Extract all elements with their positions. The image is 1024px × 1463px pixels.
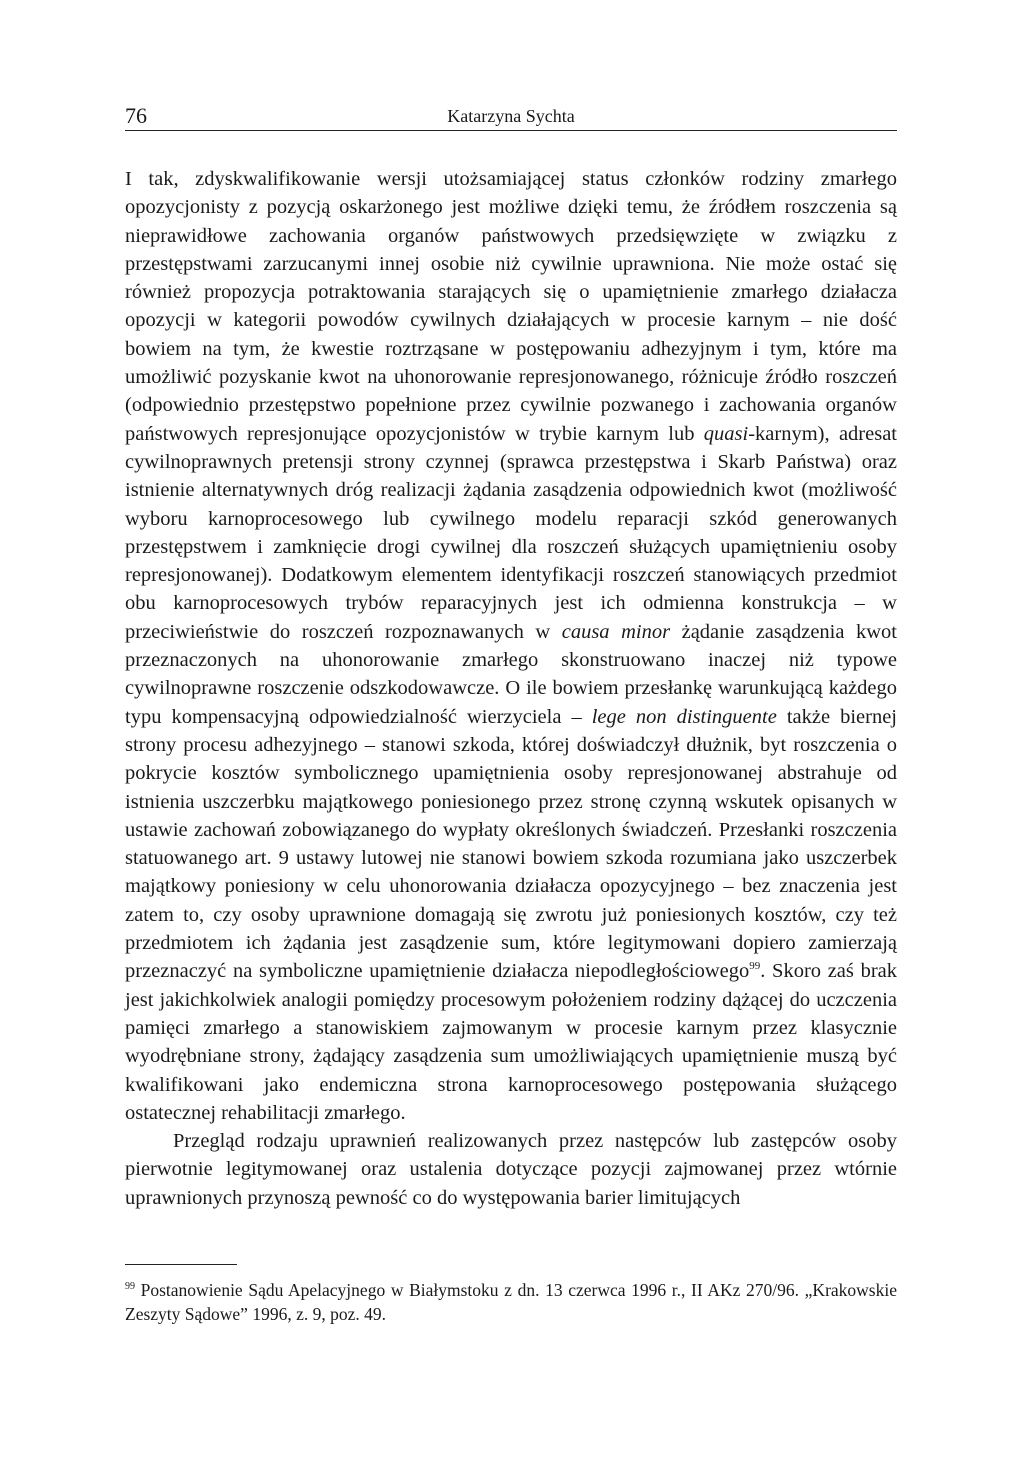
italic-term-quasi: quasi <box>703 422 749 445</box>
paragraph-1-text-b: -karnym), adresat cywilnoprawnych pretensji strony czynnej (sprawca przestępstwa i Skarb Państwa) oraz istnienie alternatywnych dróg realizacji żądania zasądzenia odpowiednich kwot (możliwość wyboru karnoprocesowego lub cywilnego modelu reparacji szkód generowanych przestępstwem i zamknięcie drogi cywilnej dla roszczeń służących upamiętnieniu osoby represjonowanej). Dodatkowym elementem identyfikacji roszczeń stanowiących przedmiot obu karnoprocesowych trybów reparacyjnych jest ich odmienna konstrukcja – w przeciwieństwie do roszczeń rozpoznawanych w <box>125 422 897 643</box>
footnote-reference[interactable]: 99 <box>749 960 761 973</box>
italic-term-lege-non-distinguente: lege non distinguente <box>591 705 777 728</box>
paragraph-1 <box>125 165 897 1127</box>
footnote <box>125 1278 897 1326</box>
footnote-text: Postanowienie Sądu Apelacyjnego w Białymstoku z dn. 13 czerwca 1996 r., II AKz 270/96. „Krakowskie Zeszyty Sądowe” 1996, z. 9, poz. 49. <box>125 1280 897 1324</box>
footnote-separator <box>125 1264 237 1265</box>
page-header <box>125 100 897 131</box>
italic-term-causa-minor: causa minor <box>561 620 671 643</box>
footnote-number: 99 <box>125 1281 135 1293</box>
running-head-author: Katarzyna Sychta <box>447 106 575 126</box>
page-number: 76 <box>125 103 147 128</box>
paragraph-1-text-e: . Skoro zaś brak jest jakichkolwiek analogii pomiędzy procesowym położeniem rodziny dążącej do uczczenia pamięci zmarłego a stanowiskiem zajmowanym w procesie karnym przez klasycznie wyodrębniane strony, żądający zasądzenia sum umożliwiających upamiętnienie muszą być kwalifikowani jako endemiczna strona karnoprocesowego postępowania służącego ostatecznej rehabilitacji zmarłego. <box>125 960 897 1124</box>
paragraph-2: Przegląd rodzaju uprawnień realizowanych przez następców lub zastępców osoby pierwotnie legitymowanej oraz ustalenia dotyczące pozycji zajmowanej przez wtórnie uprawnionych przynoszą pewność co do występowania barier limitujących <box>125 1130 897 1209</box>
paragraph-1-text-c: żądanie zasądzenia kwot przeznaczonych na uhonorowanie zmarłego skonstruowano inaczej niż typowe cywilnoprawne roszczenie odszkodowawcze. O ile bowiem przesłankę warunkującą każdego typu kompensacyjną odpowiedzialność wierzyciela – <box>125 620 898 728</box>
paragraph-1-text-d: także biernej strony procesu adhezyjnego – stanowi szkoda, której doświadczył dłużnik, byt roszczenia o pokrycie kosztów symbolicznego upamiętnienia osoby represjonowanej abstrahuje od istnienia uszczerbku majątkowego poniesionego przez stronę czynną wskutek opisanych w ustawie zachowań zobowiązanego do wypłaty określonych świadczeń. Przesłanki roszczenia statuowanego art. 9 ustawy lutowej nie stanowi bowiem szkoda rozumiana jako uszczerbek majątkowy poniesiony w celu uhonorowania działacza opozycyjnego – bez znaczenia jest zatem to, czy osoby uprawnione domagają się zwrotu już poniesionych kosztów, czy też przedmiotem ich żądania jest zasądzenie sum, które legitymowani dopiero zamierzają przeznaczyć na symboliczne upamiętnienie działacza niepodległościowego <box>125 705 897 983</box>
body-text <box>125 165 897 1212</box>
paragraph-1-text-a: I tak, zdyskwalifikowanie wersji utożsamiającej status członków rodziny zmarłego opozycjonisty z pozycją oskarżonego jest możliwe dzięki temu, że źródłem roszczenia są nieprawidłowe zachowania organów państwowych przedsięwzięte w związku z przestępstwami zarzucanymi innej osobie niż cywilnie uprawniona. Nie może ostać się również propozycja potraktowania starających się o upamiętnienie zmarłego działacza opozycji w kategorii powodów cywilnych działających w procesie karnym – nie dość bowiem na tym, że kwestie roztrząsane w postępowaniu adhezyjnym i tym, które ma umożliwić pozyskanie kwot na uhonorowanie represjonowanego, różnicuje źródło roszczeń (odpowiednio przestępstwo popełnione przez cywilnie pozwanego i zachowania organów państwowych represjonujące opozycjonistów w trybie karnym lub <box>125 168 897 445</box>
